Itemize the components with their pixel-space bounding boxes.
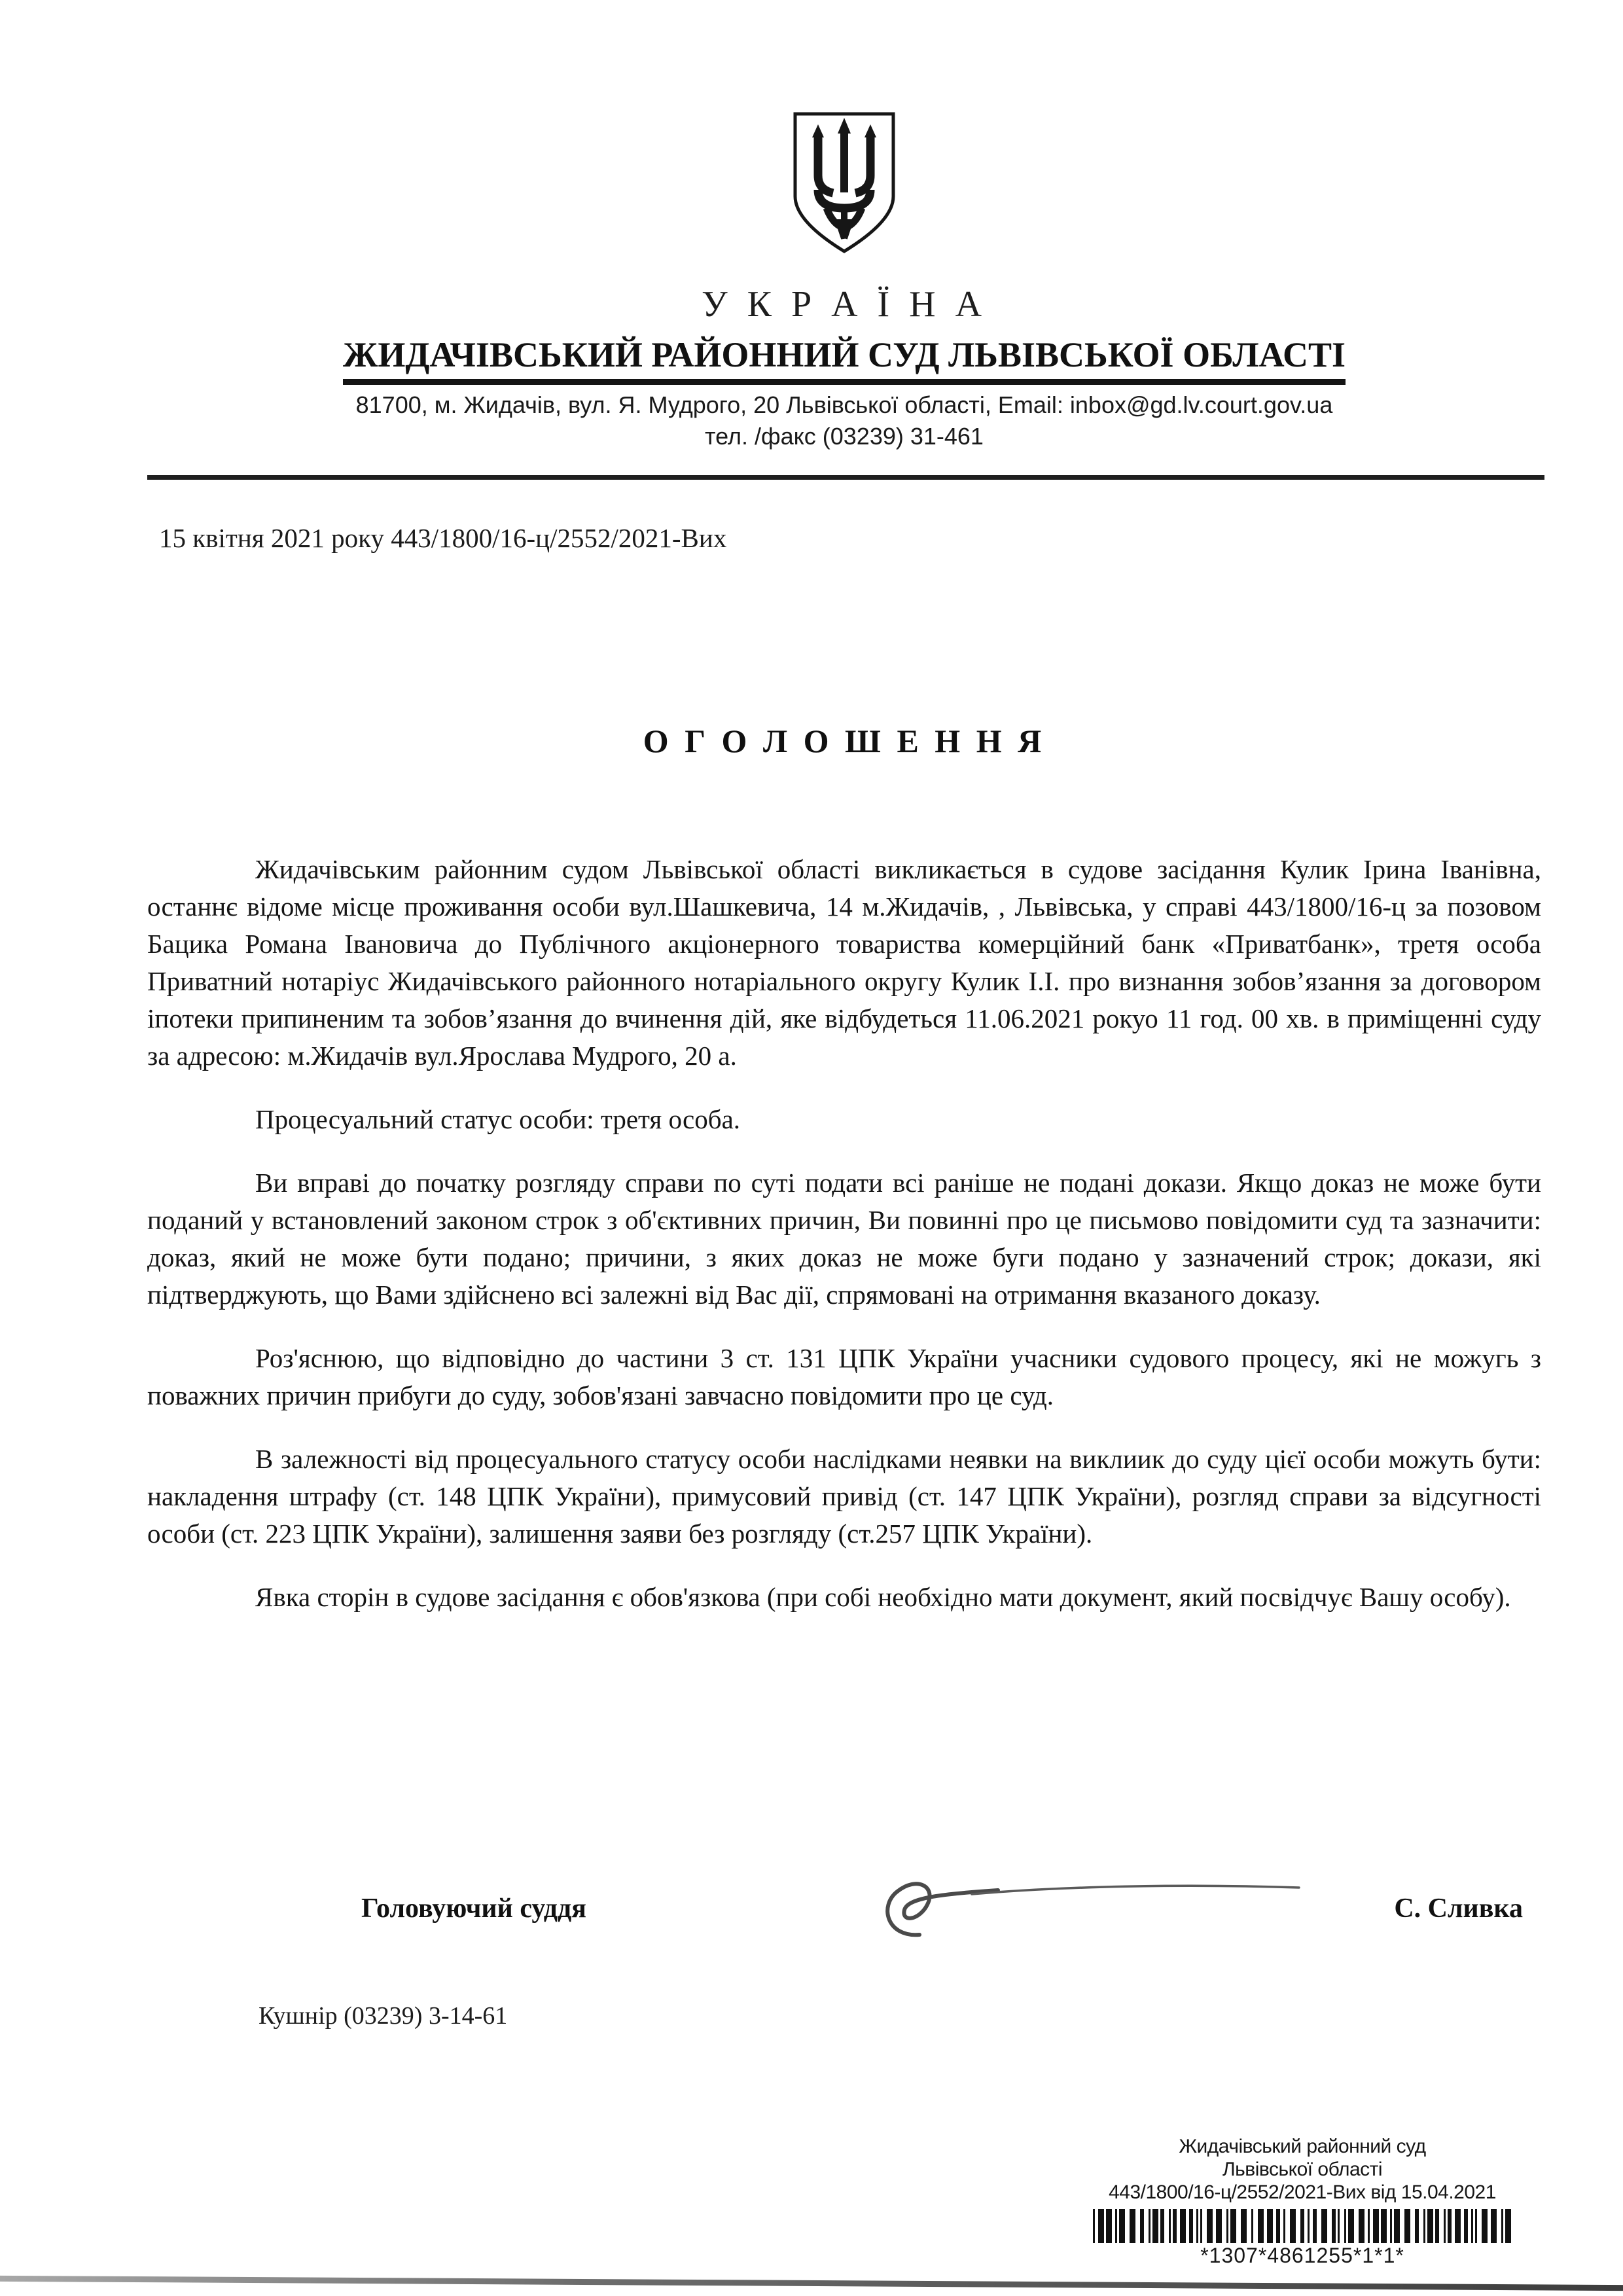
scan-page-edge bbox=[0, 2276, 1623, 2291]
court-name: ЖИДАЧІВСЬКИЙ РАЙОННИЙ СУД ЛЬВІВСЬКОЇ ОБЛАСТІ bbox=[343, 334, 1346, 385]
paragraph-evidence: Ви вправі до початку розгляду справи по суті подати всі раніше не подані докази. Якщо доказ не може бути поданий у встановлений законом строк з об'єктивних причин, Ви повинні про це письмово повідомити суд та зазначити: доказ, який не може бути подано; причини, з яких доказ не може буги подано у зазначений строк; докази, які підтверджують, що Вами здійснено всі залежні від Вас дії, спрямовані на отримання вказаного доказу. bbox=[147, 1168, 1541, 1310]
paragraph-explanation: Роз'яснюю, що відповідно до частини 3 ст. 131 ЦПК України учасники судового процесу, які не можугь з поважних причин прибуги до суду, зобов'язані завчасно повідомити про це суд. bbox=[147, 1343, 1541, 1410]
coat-of-arms-ukraine-icon bbox=[789, 110, 900, 257]
letterhead bbox=[147, 110, 1541, 450]
stamp-reference-line: 443/1800/16-ц/2552/2021-Вих від 15.04.2021 bbox=[1109, 2181, 1496, 2203]
judge-name: С. Сливка bbox=[1394, 1893, 1523, 1924]
court-phone: тел. /факс (03239) 31-461 bbox=[705, 423, 984, 450]
paragraph-status: Процесуальний статус особи: третя особа. bbox=[255, 1104, 741, 1134]
country-title: У К Р А Ї Н А bbox=[701, 284, 988, 325]
stamp-court-line2: Львівської області bbox=[1222, 2159, 1383, 2180]
paragraph-consequences: В залежності від процесуального статусу особи наслідками неявки на виклиик до суду цієї особи можуть бути: накладення штрафу (ст. 148 ЦПК України), примусовий привід (ст. 147 ЦПК України), розгляд справи за відсугності особи (ст. 223 ЦПК України), залишення заяви без розгляду (ст.257 ЦПК України). bbox=[147, 1444, 1541, 1549]
barcode bbox=[1093, 2209, 1512, 2243]
court-address: 81700, м. Жидачів, вул. Я. Мудрого, 20 Львівської області, Email: inbox@gd.lv.court.gov.ua bbox=[355, 391, 1333, 418]
court-name-wrap bbox=[147, 334, 1541, 385]
document-title: О Г О Л О Ш Е Н Н Я bbox=[643, 723, 1046, 759]
clerk-contact: Кушнір (03239) 3-14-61 bbox=[259, 2002, 508, 2030]
reference-date-line: 15 квітня 2021 року 443/1800/16-ц/2552/2021-Вих bbox=[159, 523, 727, 553]
judge-role-label: Головуючий суддя bbox=[361, 1893, 586, 1924]
stamp-court-line1: Жидачівський районний суд bbox=[1179, 2136, 1426, 2157]
header-divider bbox=[147, 475, 1544, 480]
signature-block bbox=[147, 1885, 1541, 1964]
paragraph-summons: Жидачівським районним судом Львівської області викликається в судове засідання Кулик Ірина Іванівна, останнє відоме місце проживання особи вул.Шашкевича, 14 м.Жидачів, , Львівська, у справі 443/1800/16-ц за позовом Бацика Романа Івановича до Публічного акціонерного товариства комерційний банк «Приватбанк», третя особа Приватний нотаріус Жидачівського районного нотаріального округу Кулик І.І. про визнання зобов’язання за договором іпотеки припиненим та зобов’язання до вчинення дій, яке відбудеться 11.06.2021 рокуо 11 год. 00 хв. в приміщенні суду за адресою: м.Жидачів вул.Ярослава Мудрого, 20 а. bbox=[147, 854, 1541, 1071]
document-body bbox=[147, 851, 1541, 1642]
registration-stamp bbox=[1057, 2135, 1548, 2267]
barcode-text: *1307*4861255*1*1* bbox=[1200, 2244, 1404, 2267]
paragraph-attendance: Явка сторін в судове засідання є обов'язкова (при собі необхідно мати документ, який посвідчує Вашу особу). bbox=[255, 1582, 1511, 1612]
judge-signature bbox=[841, 1874, 1338, 1946]
